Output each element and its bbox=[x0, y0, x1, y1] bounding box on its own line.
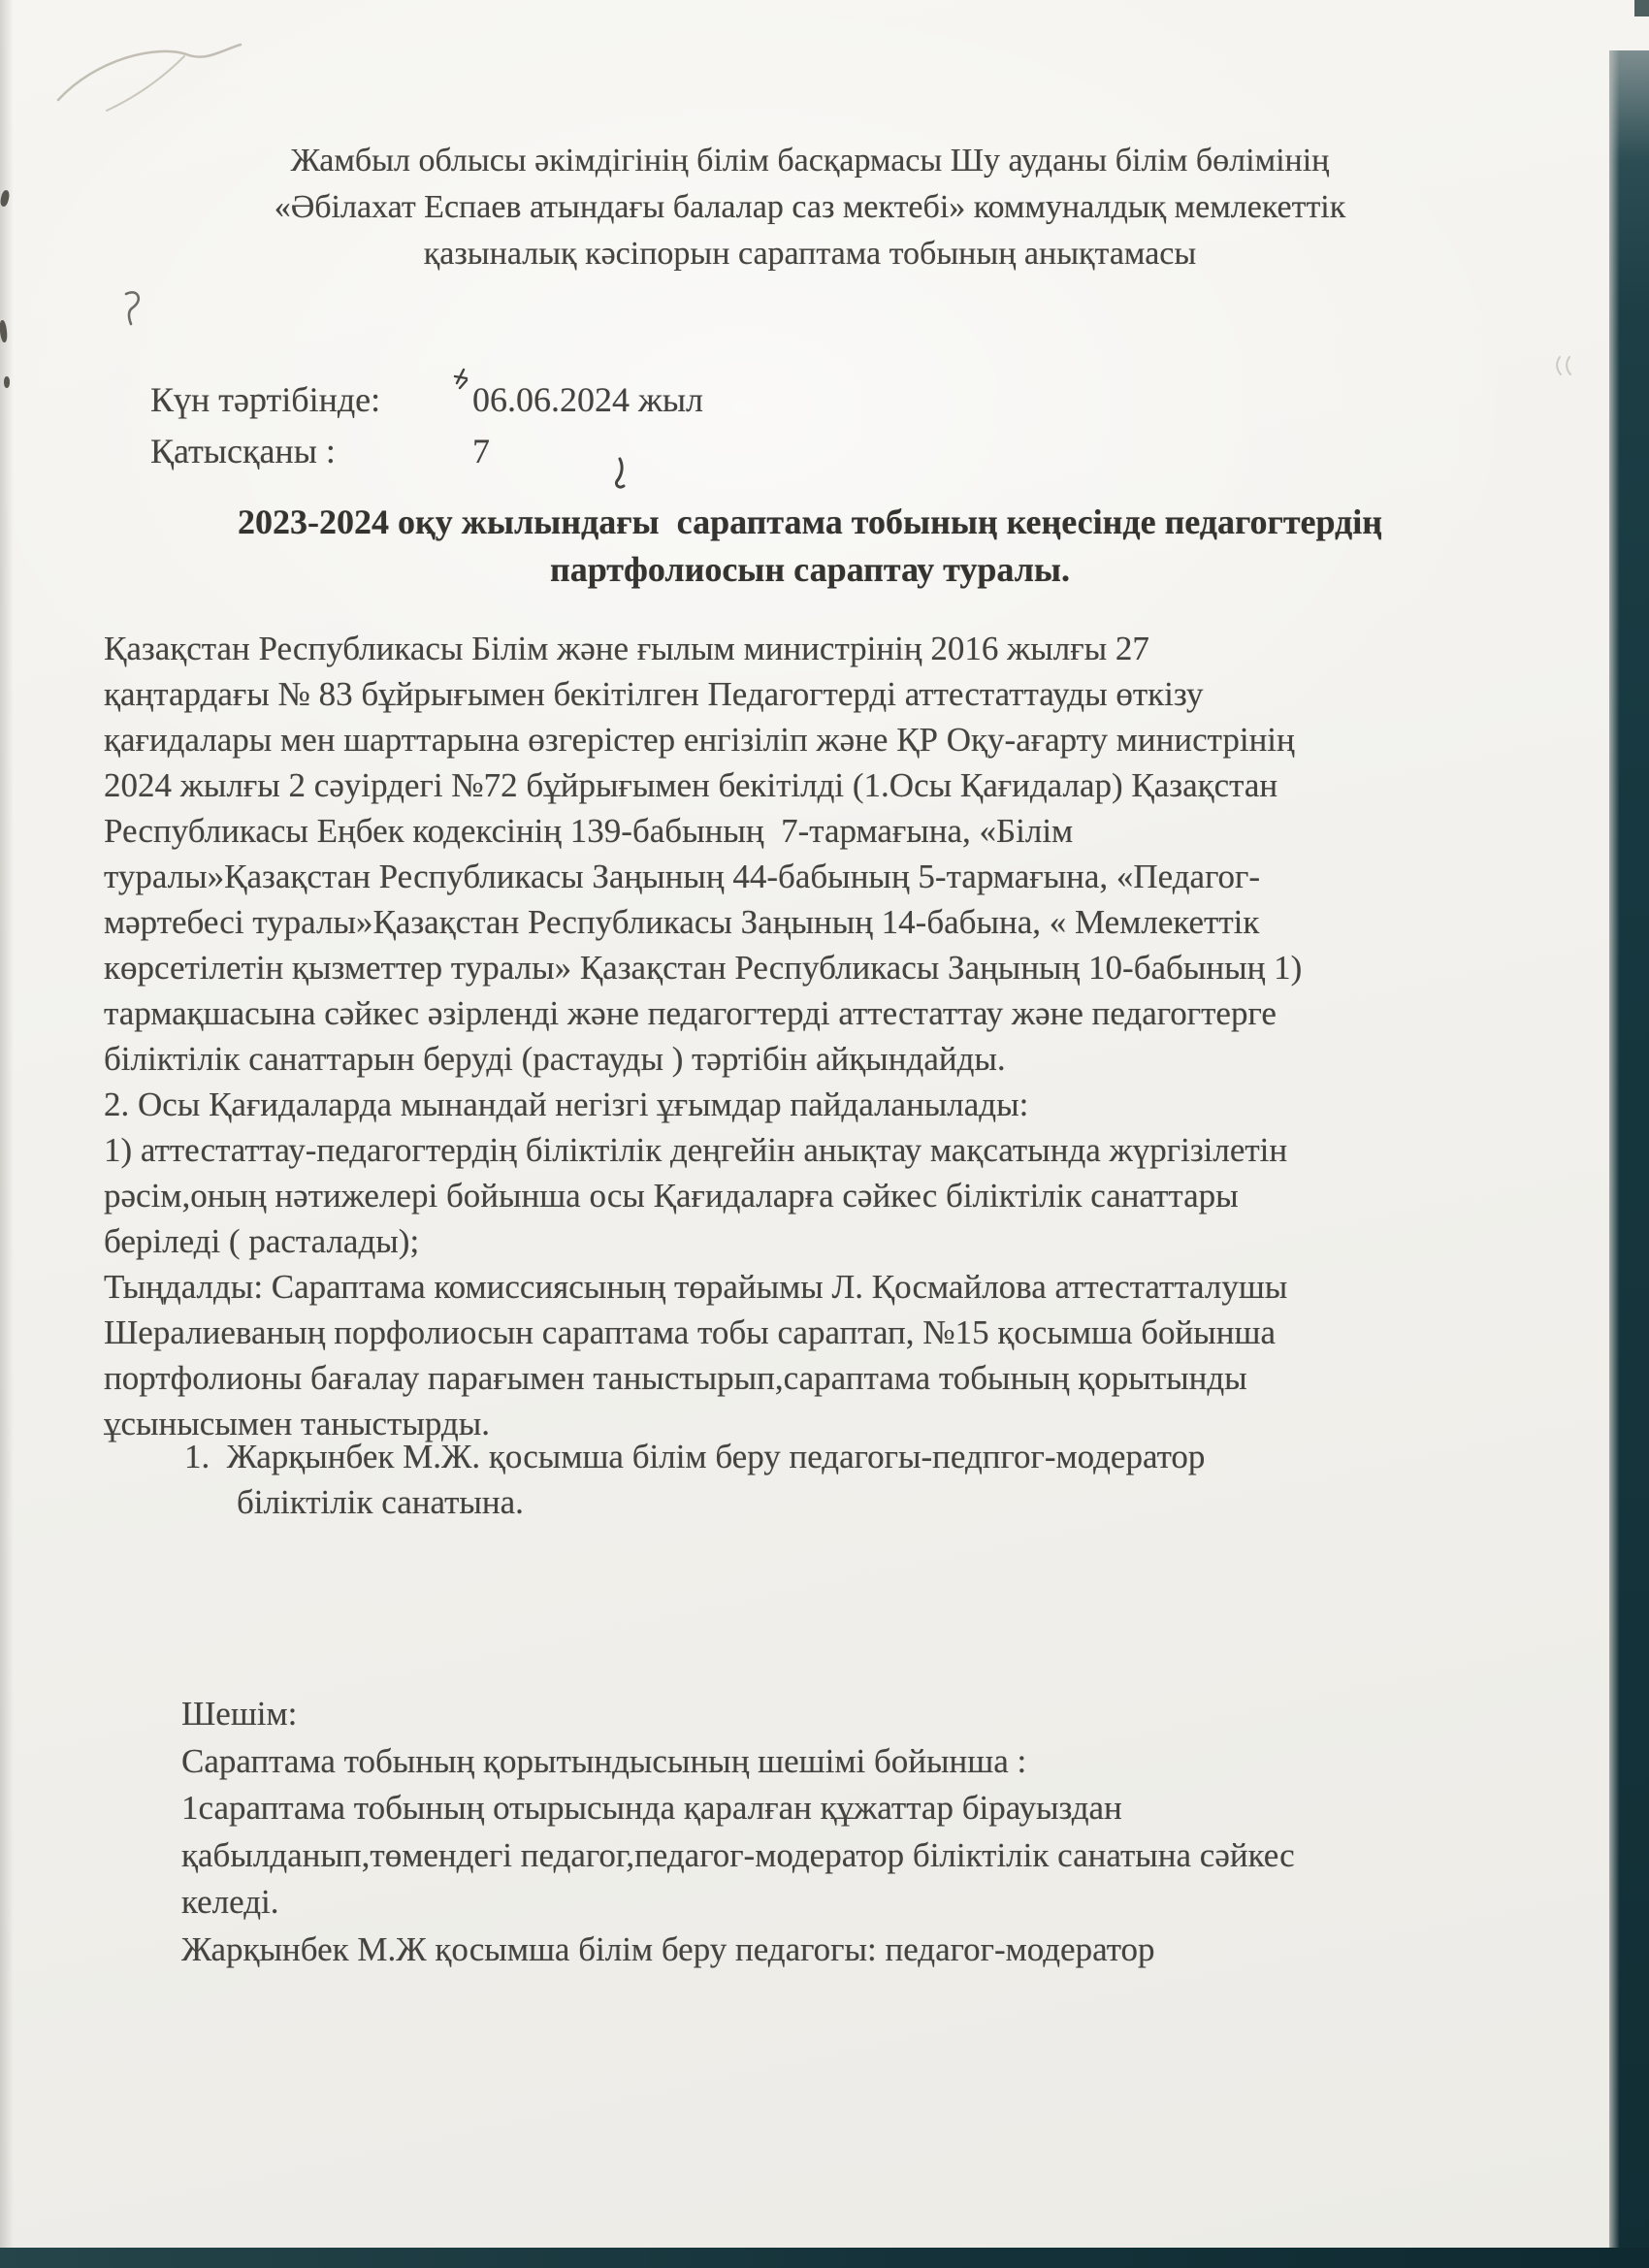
text-line: беріледі ( расталады); bbox=[104, 1222, 420, 1260]
text-line: 1) аттестаттау-педагогтердің біліктілік деңгейін анықтау мақсатында жүргізілетін bbox=[104, 1131, 1288, 1169]
document-title bbox=[29, 499, 1591, 594]
text-line: Қазақстан Республикасы Білім және ғылым министрінің 2016 жылғы 27 bbox=[104, 630, 1149, 667]
list-item-line-1: 1. Жарқынбек М.Ж. қосымша білім беру педагогы-педпгог-модератор bbox=[184, 1438, 1206, 1475]
text-line: Жамбыл облысы әкімдігінің білім басқармасы Шу ауданы білім бөлімінің bbox=[290, 143, 1330, 178]
text-line: Тыңдалды: Сараптама комиссиясының төрайымы Л. Қосмайлова аттестатталушы bbox=[104, 1268, 1288, 1306]
text-line: Шешім: bbox=[181, 1695, 298, 1733]
text-line: келеді. bbox=[181, 1883, 279, 1921]
scan-corner-mark bbox=[1634, 0, 1649, 16]
ink-speck bbox=[4, 376, 10, 388]
scan-edge-right bbox=[1609, 50, 1649, 2268]
text-line: Сараптама тобының қорытындысының шешімі бойынша : bbox=[181, 1741, 1027, 1780]
faint-mark bbox=[1552, 351, 1581, 380]
agenda-label: Күн тәртібінде: bbox=[150, 380, 381, 419]
ink-speck bbox=[0, 189, 11, 207]
list-item-line-2: біліктілік санатына. bbox=[237, 1483, 524, 1521]
text-line: 2. Осы Қағидаларда мынандай негізгі ұғымдар пайдаланылады: bbox=[104, 1085, 1029, 1123]
agenda-row bbox=[150, 374, 703, 426]
text-line: 2023-2024 оқу жылындағы сараптама тобының кеңесінде педагогтердің bbox=[238, 502, 1382, 541]
ink-speck bbox=[0, 320, 8, 343]
text-line: портфолионы бағалау парағымен таныстырып,сараптама тобының қорытынды bbox=[104, 1359, 1247, 1397]
decision-block bbox=[181, 1691, 1295, 1973]
text-line: «Әбілахат Еспаев атындағы балалар саз мектебі» коммуналдық мемлекеттік bbox=[274, 189, 1346, 225]
text-line: біліктілік санаттарын беруді (растауды ) тәртібін айқындайды. bbox=[104, 1040, 1006, 1078]
agenda-value: 06.06.2024 жыл bbox=[472, 380, 704, 419]
meta-block bbox=[150, 374, 703, 477]
text-line: қазыналық кәсіпорын сараптама тобының анықтамасы bbox=[423, 236, 1197, 272]
attended-value: 7 bbox=[472, 432, 490, 470]
attended-label: Қатысқаны : bbox=[150, 432, 336, 470]
text-line: Шералиеваның порфолиосын сараптама тобы сараптап, №15 қосымша бойынша bbox=[104, 1313, 1276, 1351]
scan-edge-bottom bbox=[0, 2248, 1649, 2268]
pencil-scribble bbox=[39, 17, 281, 134]
text-line: 2024 жылғы 2 сәуірдегі №72 бұйрығымен бекітілді (1.Осы Қағидалар) Қазақстан bbox=[104, 766, 1278, 804]
pencil-mark bbox=[118, 287, 151, 332]
text-line: қаңтардағы № 83 бұйрығымен бекітілген Педагогтерді аттестаттауды өткізу bbox=[104, 675, 1204, 713]
text-line: Жарқынбек М.Ж қосымша білім беру педагогы: педагог-модератор bbox=[181, 1929, 1155, 1968]
text-line: Республикасы Еңбек кодексінің 139-бабының 7-тармағына, «Білім bbox=[104, 812, 1074, 850]
body-paragraph bbox=[104, 626, 1302, 1446]
document-header bbox=[29, 138, 1591, 277]
text-line: қабылданып,төмендегі педагог,педагог-модератор біліктілік санатына сәйкес bbox=[181, 1835, 1295, 1874]
attended-row bbox=[150, 426, 703, 477]
text-line: рәсім,оның нәтижелері бойынша осы Қағидаларға сәйкес біліктілік санаттары bbox=[104, 1177, 1239, 1215]
text-line: партфолиосын сараптау туралы. bbox=[549, 550, 1071, 589]
text-line: туралы»Қазақстан Республикасы Заңының 44-бабының 5-тармағына, «Педагог- bbox=[104, 858, 1261, 895]
text-line: 1сараптама тобының отырысында қаралған құжаттар бірауыздан bbox=[181, 1789, 1122, 1827]
text-line: көрсетілетін қызметтер туралы» Қазақстан Республикасы Заңының 10-бабының 1) bbox=[104, 949, 1303, 987]
text-line: ұсынысымен таныстырды. bbox=[104, 1405, 490, 1442]
text-line: мәртебесі туралы»Қазақстан Республикасы Заңының 14-бабына, « Мемлекеттік bbox=[104, 903, 1260, 941]
text-line: қағидалары мен шарттарына өзгерістер енгізіліп және ҚР Оқу-ағарту министрінің bbox=[104, 721, 1295, 759]
text-line: тармақшасына сәйкес әзірленді және педагогтерді аттестаттау және педагогтерге bbox=[104, 994, 1277, 1032]
